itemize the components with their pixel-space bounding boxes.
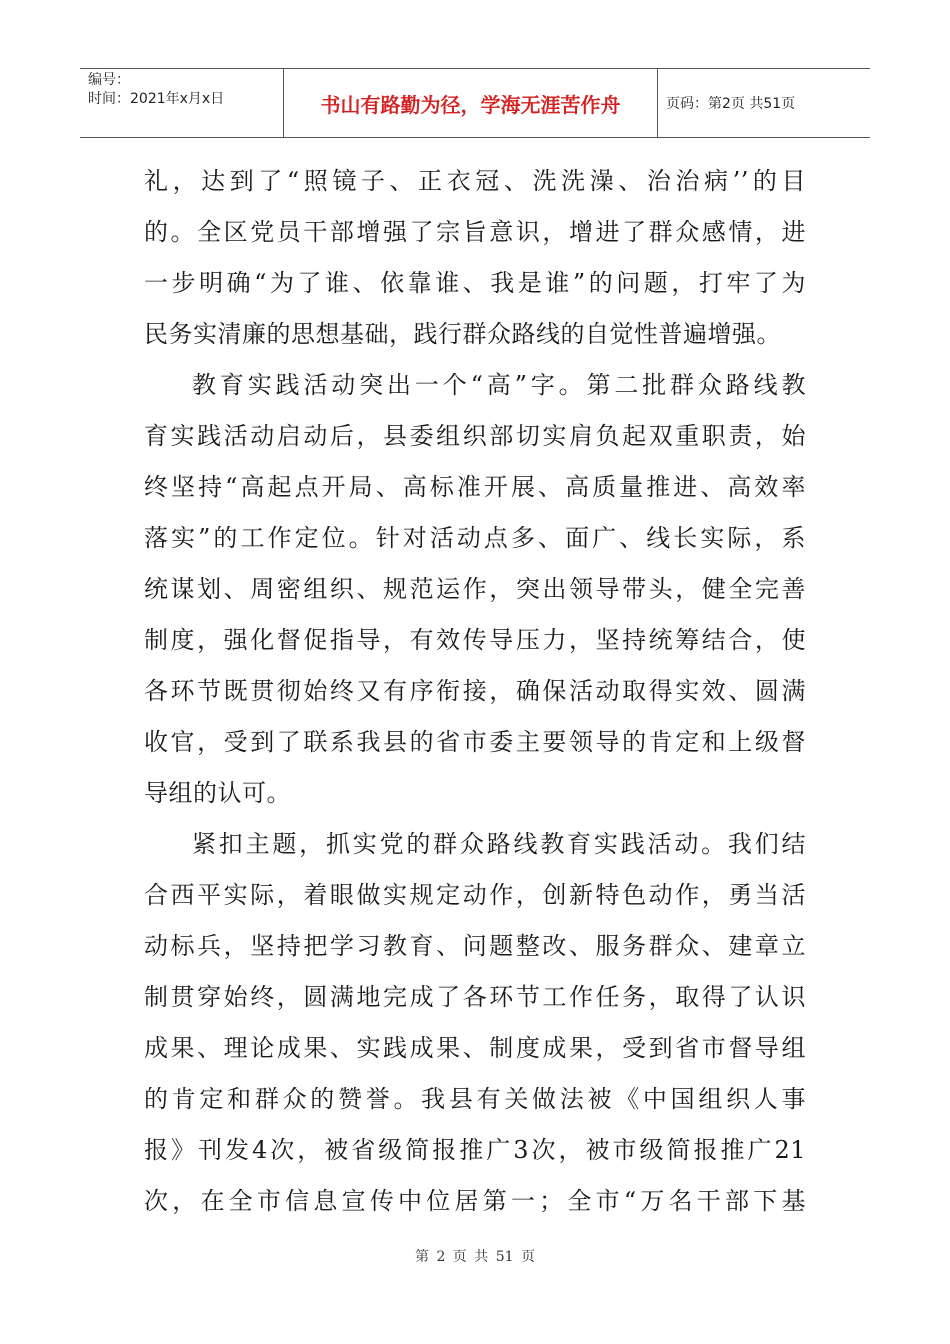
text-line: 合西平实际，着眼做实规定动作，创新特色动作，勇当活 xyxy=(144,881,806,909)
text-line: 礼，达到了“照镜子、正衣冠、洗洗澡、治治病’’的目 xyxy=(144,167,806,195)
text-line: 民务实清廉的思想基础，践行群众路线的自觉性普遍增强。 xyxy=(144,320,781,348)
text-line: 落实”的工作定位。针对活动点多、面广、线长实际，系 xyxy=(144,524,806,552)
text-line: 制度，强化督促指导，有效传导压力，坚持统筹结合，使 xyxy=(144,626,806,654)
text-line: 报》刊发4次，被省级简报推广3次，被市级简报推广21 xyxy=(144,1136,806,1164)
text-line: 各环节既贯彻始终又有序衔接，确保活动取得实效、圆满 xyxy=(144,677,806,705)
header-page-number: 页码：第2页 共51页 xyxy=(666,96,796,112)
paragraph-first-line: 紧扣主题，抓实党的群众路线教育实践活动。我们结 xyxy=(192,830,806,858)
page-footer: 第 2 页 共 51 页 xyxy=(415,1249,535,1265)
header-motto: 书山有路勤为径，学海无涯苦作舟 xyxy=(320,92,621,117)
text-line: 导组的认可。 xyxy=(144,779,291,807)
header-meta xyxy=(88,71,283,109)
doc-time-label: 时间：2021年x月x日 xyxy=(88,91,225,107)
text-line: 收官，受到了联系我县的省市委主要领导的肯定和上级督 xyxy=(144,728,806,756)
text-line: 次，在全市信息宣传中位居第一；全市“万名干部下基 xyxy=(144,1187,806,1215)
paragraph-first-line: 教育实践活动突出一个“高”字。第二批群众路线教 xyxy=(192,371,806,399)
header-divider xyxy=(657,69,658,137)
text-line: 育实践活动启动后，县委组织部切实肩负起双重职责，始 xyxy=(144,422,806,450)
text-line: 动标兵，坚持把学习教育、问题整改、服务群众、建章立 xyxy=(144,932,806,960)
doc-number-label: 编号： xyxy=(88,72,130,88)
text-line: 的肯定和群众的赞誉。我县有关做法被《中国组织人事 xyxy=(144,1085,806,1113)
text-line: 成果、理论成果、实践成果、制度成果，受到省市督导组 xyxy=(144,1034,806,1062)
page-header xyxy=(80,68,870,138)
text-line: 一步明确“为了谁、依靠谁、我是谁”的问题，打牢了为 xyxy=(144,269,806,297)
document-body xyxy=(144,156,806,1227)
text-line: 制贯穿始终，圆满地完成了各环节工作任务，取得了认识 xyxy=(144,983,806,1011)
text-line: 统谋划、周密组织、规范运作，突出领导带头，健全完善 xyxy=(144,575,806,603)
text-line: 的。全区党员干部增强了宗旨意识，增进了群众感情，进 xyxy=(144,218,806,246)
text-line: 终坚持“高起点开局、高标准开展、高质量推进、高效率 xyxy=(144,473,806,501)
